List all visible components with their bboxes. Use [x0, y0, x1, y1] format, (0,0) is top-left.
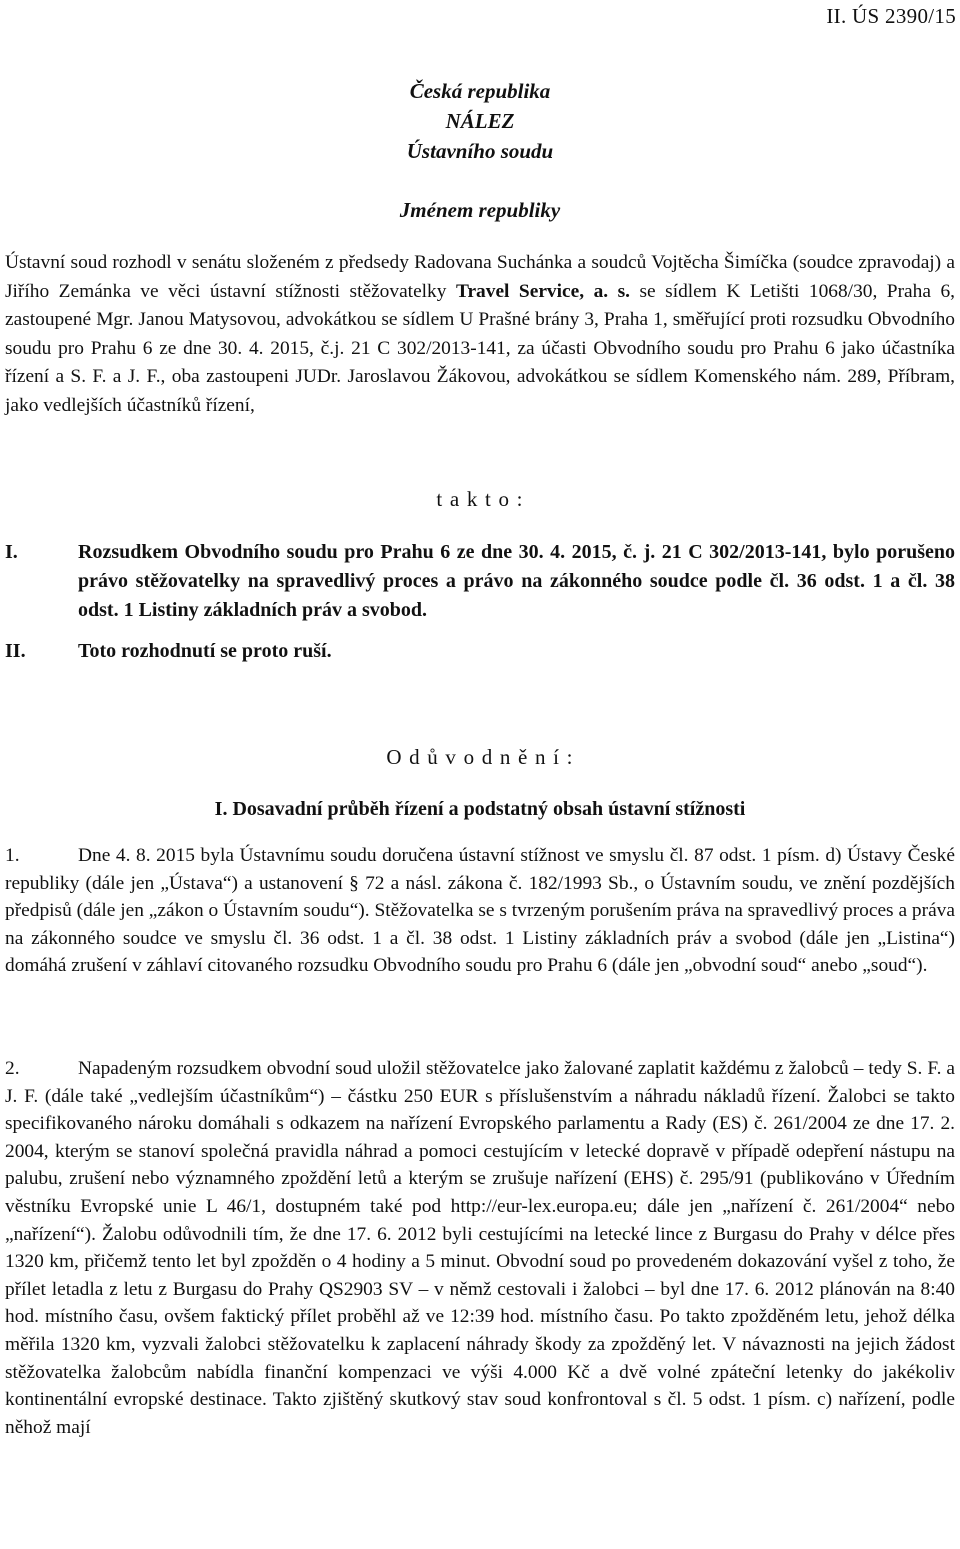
title-country: Česká republika	[409, 79, 551, 103]
verdict-item	[5, 637, 955, 666]
title-nalez: NÁLEZ	[445, 109, 515, 133]
title-court: Ústavního soudu	[406, 139, 554, 163]
paragraph-1	[5, 842, 955, 980]
title-jmenem: Jménem republiky	[399, 198, 561, 222]
intro-text-1: Ústavní soud rozhodl v senátu složeném z předsedy Radovana Suchánka a soudců Vojtěcha Šimíčka (soudce zpravodaj) a Jiřího Zemánka ve věci ústavní stížnosti stěžovatelky	[5, 252, 955, 302]
paragraph-text: Dne 4. 8. 2015 byla Ústavnímu soudu doručena ústavní stížnost ve smyslu čl. 87 odst. 1 písm. d) Ústavy České republiky (dále jen „Ústava“) a ustanovení § 72 a násl. zákona č. 182/1993 Sb., o Ústavním soudu, ve znění pozdějších předpisů (dále jen „zákon o Ústavním soudu“). Stěžovatelka se s tvrzeným porušením práva na spravedlivý proces a práva na zákonného soudce ve smyslu čl. 36 odst. 1 a čl. 38 odst. 1 Listiny základních práv a svobod (dále jen „Listina“) domáhá zrušení v záhlaví citovaného rozsudku Obvodního soudu pro Prahu 6 (dále jen „obvodní soud“ anebo „soud“).	[5, 845, 955, 977]
verdict-text: Rozsudkem Obvodního soudu pro Prahu 6 ze dne 30. 4. 2015, č. j. 21 C 302/2013-141, bylo porušeno právo stěžovatelky na spravedlivý proces a právo na zákonného soudce podle čl. 36 odst. 1 a čl. 38 odst. 1 Listiny základních práv a svobod.	[78, 541, 955, 621]
section-title: I. Dosavadní průběh řízení a podstatný obsah ústavní stížnosti	[214, 798, 746, 820]
oduvodneni-heading: O d ů v o d n ě n í :	[386, 745, 574, 769]
paragraph-text: Napadeným rozsudkem obvodní soud uložil stěžovatelce jako žalované zaplatit každému z žalobců – tedy S. F. a J. F. (dále také „vedlejším účastníkům“) – částku 250 EUR s příslušenstvím a náhradu nákladů řízení. Žalobci se takto specifikovaného nároku domáhali s odkazem na nařízení Evropského parlamentu a Rady (ES) č. 261/2004 ze dne 17. 2. 2004, kterým se stanoví společná pravidla náhrad a pomoci cestujícím v letecké dopravě v případě odepření nástupu na palubu, zrušení nebo významného zpoždění letů a kterým se zrušuje nařízení (EHS) č. 295/91 (publikováno v Úředním věstníku Evropské unie L 46/1, dostupném také pod http://eur-lex.europa.eu; dále jen „nařízení č. 261/2004“ nebo „nařízení“). Žalobu odůvodnili tím, že dne 17. 6. 2012 byli cestujícími na letecké lince z Burgasu do Prahy v délce přes 1320 km, přičemž tento let byl zpožděn o 4 hodiny a 5 minut. Obvodní soud po provedeném dokazování vyšel z toho, že přílet letadla z letu z Burgasu do Prahy QS2903 SV – v němž cestovali i žalobci – byl dne 17. 6. 2012 plánován na 8:40 hod. místního času, ovšem faktický přílet proběhl až ve 12:39 hod. místního času. Po takto zpožděném letu, jehož délka měřila 1320 km, vyzvali žalobci stěžovatelku k zaplacení náhrady škody za zpožděný let. V návaznosti na jejich žádost stěžovatelka žalobcům nabídla finanční kompenzaci ve výši 4.000 Kč a dvě volné zpáteční letenky do jakékoliv kontinentální evropské destinace. Takto zjištěný skutkový stav soud konfrontoval s čl. 5 odst. 1 písm. c) nařízení, podle něhož mají	[5, 1058, 955, 1438]
case-number: II. ÚS 2390/15	[826, 4, 956, 28]
intro-paragraph	[5, 249, 955, 420]
verdict-text: Toto rozhodnutí se proto ruší.	[78, 640, 332, 662]
paragraph-number: 1.	[5, 845, 20, 866]
verdict-number: I.	[5, 541, 18, 563]
intro-text-2: se sídlem K Letišti 1068/30, Praha 6, zastoupené Mgr. Janou Matysovou, advokátkou se sídlem U Prašné brány 3, Praha 1, směřující proti rozsudku Obvodního soudu pro Prahu 6 ze dne 30. 4. 2015, č.j. 21 C 302/2013-141, za účasti Obvodního soudu pro Prahu 6 jako účastníka řízení a S. F. a J. F., oba zastoupeni JUDr. Jaroslavou Žákovou, advokátkou se sídlem Komenského nám. 289, Příbram, jako vedlejších účastníků řízení,	[5, 280, 955, 416]
intro-party: Travel Service, a. s.	[455, 280, 631, 302]
takto-heading: t a k t o :	[436, 487, 524, 511]
verdict-number: II.	[5, 640, 26, 662]
verdict-item	[5, 538, 955, 625]
paragraph-2	[5, 1055, 955, 1441]
paragraph-number: 2.	[5, 1058, 20, 1079]
verdict-list	[5, 538, 955, 666]
